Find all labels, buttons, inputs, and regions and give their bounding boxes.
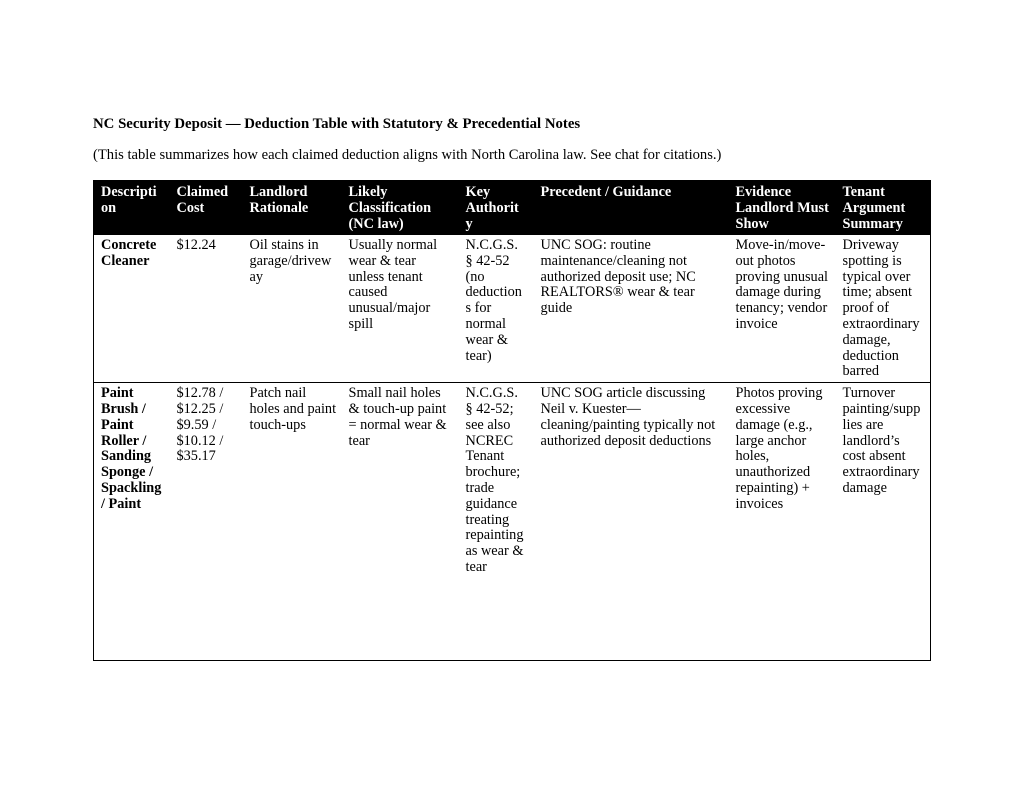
cell-tenant-argument-summary: Driveway spotting is typical over time; absent proof of extraordinary damage, deduction barred	[836, 235, 931, 383]
cell-evidence-landlord-must-show: Move-in/move-out photos proving unusual damage during tenancy; vendor invoice	[729, 235, 836, 383]
column-header-likely-classification: Likely Classification (NC law)	[342, 181, 459, 235]
doc-subtitle: (This table summarizes how each claimed deduction aligns with North Carolina law. See chat for citations.)	[93, 147, 722, 163]
cell-key-authority: N.C.G.S. § 42-52 (no deductions for normal wear & tear)	[459, 235, 534, 383]
table-header-row	[94, 181, 931, 235]
cell-description: Paint Brush / Paint Roller / Sanding Sponge / Spackling / Paint	[94, 383, 170, 661]
deduction-table-container	[93, 180, 930, 661]
cell-precedent-guidance: UNC SOG: routine maintenance/cleaning not authorized deposit use; NC REALTORS® wear & tear guide	[534, 235, 729, 383]
table-row-concrete-cleaner	[94, 235, 931, 383]
cell-landlord-rationale: Oil stains in garage/driveway	[243, 235, 342, 383]
column-header-key-authority: Key Authority	[459, 181, 534, 235]
cell-claimed-cost: $12.24	[170, 235, 243, 383]
cell-precedent-guidance: UNC SOG article discussing Neil v. Kuester—cleaning/painting typically not authorized deposit deductions	[534, 383, 729, 661]
column-header-tenant-argument-summary: Tenant Argument Summary	[836, 181, 931, 235]
column-header-evidence-landlord-must-show: Evidence Landlord Must Show	[729, 181, 836, 235]
column-header-claimed-cost: Claimed Cost	[170, 181, 243, 235]
cell-key-authority: N.C.G.S. § 42-52; see also NCREC Tenant brochure; trade guidance treating repainting as wear & tear	[459, 383, 534, 661]
cell-description: Concrete Cleaner	[94, 235, 170, 383]
deduction-table	[93, 180, 931, 661]
doc-title: NC Security Deposit — Deduction Table with Statutory & Precedential Notes	[93, 116, 581, 132]
cell-likely-classification: Usually normal wear & tear unless tenant caused unusual/major spill	[342, 235, 459, 383]
cell-landlord-rationale: Patch nail holes and paint touch-ups	[243, 383, 342, 661]
cell-evidence-landlord-must-show: Photos proving excessive damage (e.g., large anchor holes, unauthorized repainting) + invoices	[729, 383, 836, 661]
table-row-paint-supplies	[94, 383, 931, 661]
cell-claimed-cost: $12.78 / $12.25 / $9.59 / $10.12 / $35.17	[170, 383, 243, 661]
column-header-description: Description	[94, 181, 170, 235]
cell-likely-classification: Small nail holes & touch-up paint = normal wear & tear	[342, 383, 459, 661]
column-header-precedent-guidance: Precedent / Guidance	[534, 181, 729, 235]
column-header-landlord-rationale: Landlord Rationale	[243, 181, 342, 235]
cell-tenant-argument-summary: Turnover painting/supplies are landlord’s cost absent extraordinary damage	[836, 383, 931, 661]
